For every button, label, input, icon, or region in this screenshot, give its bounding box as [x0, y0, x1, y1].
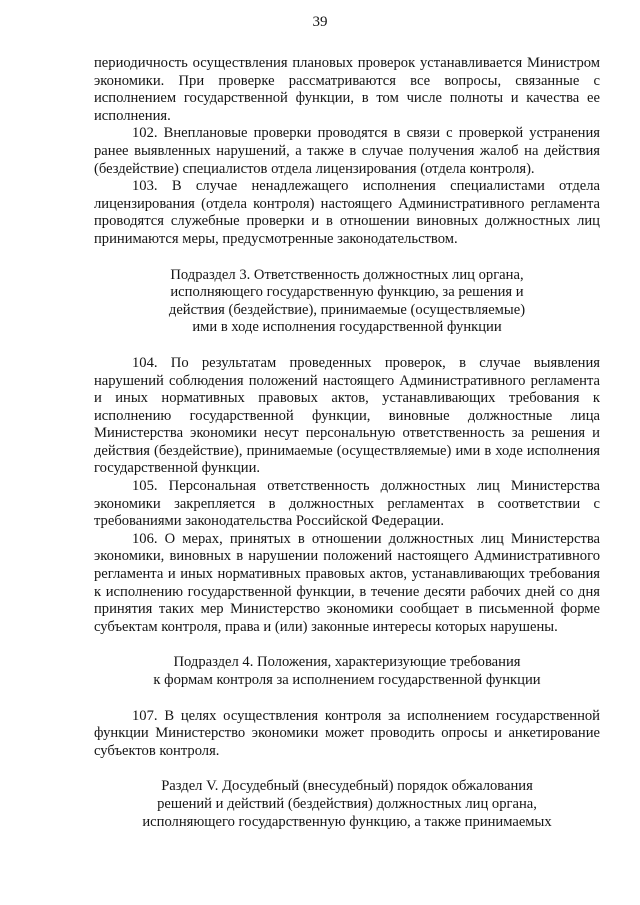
document-body [94, 55, 600, 831]
paragraph-continuation: периодичность осуществления плановых проверок устанавливается Министром экономики. При проверке рассматриваются все вопросы, связанные с исполнением государственной функции, в том числе полноты и качества ее исполнения. [94, 55, 600, 124]
section-5-heading-line: исполняющего государственную функцию, а также принимаемых [142, 813, 552, 830]
paragraph-104: 104. По результатам проведенных проверок, в случае выявления нарушений соблюдения положений настоящего Административного регламента и иных нормативных правовых актов, устанавливающих требования к исполнению государственной функции, виновные должностные лица Министерства экономики несут персональную ответственность за решения и действия (бездействие), принимаемые (осуществляемые) ими в ходе исполнения государственной функции. [94, 354, 600, 477]
subsection-3-heading-line: Подраздел 3. Ответственность должностных лиц органа, [170, 266, 524, 283]
section-5-heading-line: решений и действий (бездействия) должностных лиц органа, [157, 795, 537, 812]
subsection-3-heading [94, 267, 600, 337]
subsection-3-heading-line: исполняющего государственную функцию, за решения и [170, 284, 524, 301]
subsection-4-heading [94, 654, 600, 689]
subsection-3-heading-line: ими в ходе исполнения государственной функции [192, 319, 502, 336]
subsection-4-heading-line: Подраздел 4. Положения, характеризующие требования [173, 654, 521, 671]
section-5-heading [94, 778, 600, 831]
page-number: 39 [312, 14, 328, 30]
paragraph-105: 105. Персональная ответственность должностных лиц Министерства экономики закрепляется в должностных регламентах в соответствии с требованиями законодательства Российской Федерации. [94, 478, 600, 530]
paragraph-103: 103. В случае ненадлежащего исполнения специалистами отдела лицензирования (отдела контроля) настоящего Административного регламента проводятся служебные проверки и в отношении виновных должностных лиц принимаются меры, предусмотренные законодательством. [94, 178, 600, 247]
paragraph-107: 107. В целях осуществления контроля за исполнением государственной функции Министерство экономики может проводить опросы и анкетирование субъектов контроля. [94, 707, 600, 759]
subsection-4-heading-line: к формам контроля за исполнением государственной функции [153, 672, 541, 688]
section-5-heading-line: Раздел V. Досудебный (внесудебный) порядок обжалования [161, 778, 533, 795]
paragraph-106: 106. О мерах, принятых в отношении должностных лиц Министерства экономики, виновных в нарушении положений настоящего Административного регламента и иных нормативных правовых актов, устанавливающих требования к исполнению государственной функции, в течение десяти рабочих дней со дня принятия таких мер Министерство экономики сообщает в письменной форме субъектам контроля, права и (или) законные интересы которых нарушены. [94, 530, 600, 635]
subsection-3-heading-line: действия (бездействие), принимаемые (осуществляемые) [168, 301, 526, 318]
paragraph-102: 102. Внеплановые проверки проводятся в связи с проверкой устранения ранее выявленных нарушений, а также в случае получения жалоб на действия (бездействие) специалистов отдела лицензирования (отдела контроля). [94, 125, 600, 177]
